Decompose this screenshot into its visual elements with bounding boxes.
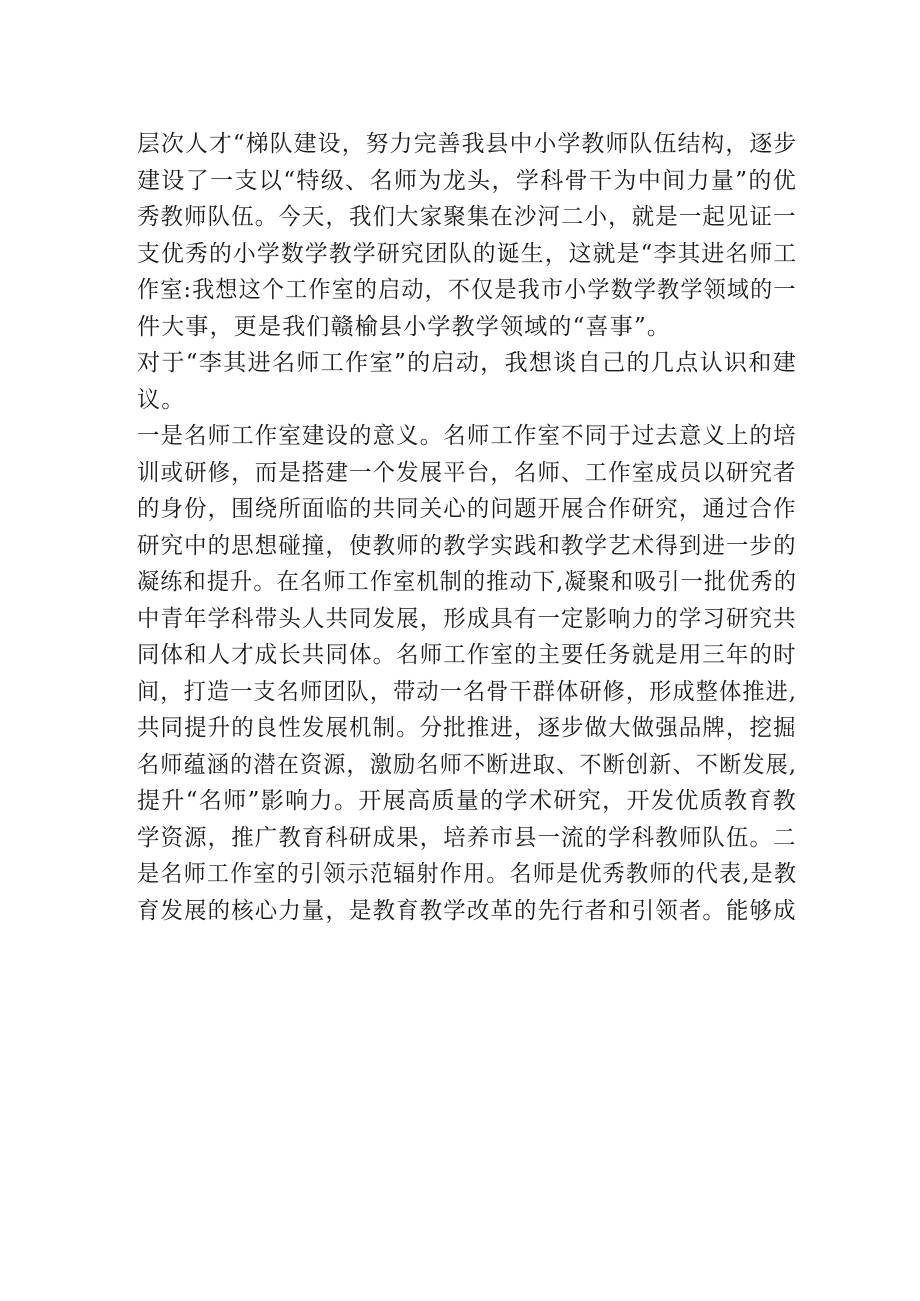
text-line: 间，打造一支名师团队，带动一名骨干群体研修，形成整体推进, [137, 678, 798, 705]
text-line: 一是名师工作室建设的意义。名师工作室不同于过去意义上的培 [137, 423, 797, 449]
text-line: 研究中的思想碰撞，使教师的教学实践和教学艺术得到进一步的 [137, 532, 797, 559]
text-line: 的身份，围绕所面临的共同关心的问题开展合作研究，通过合作 [137, 496, 797, 522]
text-line: 是名师工作室的引领示范辐射作用。名师是优秀教师的代表,是教 [137, 861, 798, 887]
text-line: 共同提升的良性发展机制。分批推进，逐步做大做强品牌，挖掘 [137, 715, 797, 741]
body-text [137, 126, 797, 929]
text-line: 建设了一支以“特级、名师为龙头，学科骨干为中间力量”的优 [137, 167, 797, 194]
text-line: 育发展的核心力量，是教育教学改革的先行者和引领者。能够成 [137, 897, 797, 924]
text-line: 秀教师队伍。今天，我们大家聚集在沙河二小，就是一起见证一 [137, 204, 797, 230]
text-line: 议。 [137, 386, 186, 413]
text-line: 支优秀的小学数学教学研究团队的诞生，这就是“李其进名师工 [137, 240, 798, 267]
text-line: 对于“李其进名师工作室”的启动，我想谈自己的几点认识和建 [137, 350, 797, 376]
text-line: 凝练和提升。在名师工作室机制的推动下,凝聚和吸引一批优秀的 [137, 569, 798, 595]
text-line: 提升“名师”影响力。开展高质量的学术研究，开发优质教育教 [137, 788, 797, 814]
text-line: 件大事，更是我们赣榆县小学教学领域的“喜事”。 [137, 313, 672, 340]
text-line: 训或研修，而是搭建一个发展平台，名师、工作室成员以研究者 [137, 459, 797, 486]
text-line: 名师蕴涵的潜在资源，激励名师不断进取、不断创新、不断发展, [137, 751, 798, 778]
text-line: 同体和人才成长共同体。名师工作室的主要任务就是用三年的时 [137, 642, 797, 668]
text-line: 中青年学科带头人共同发展，形成具有一定影响力的学习研究共 [137, 605, 797, 632]
text-line: 层次人才“梯队建设，努力完善我县中小学教师队伍结构，逐步 [137, 131, 798, 157]
text-line: 作室:我想这个工作室的启动，不仅是我市小学数学教学领域的一 [137, 277, 797, 303]
text-line: 学资源，推广教育科研成果，培养市县一流的学科教师队伍。二 [137, 824, 797, 851]
